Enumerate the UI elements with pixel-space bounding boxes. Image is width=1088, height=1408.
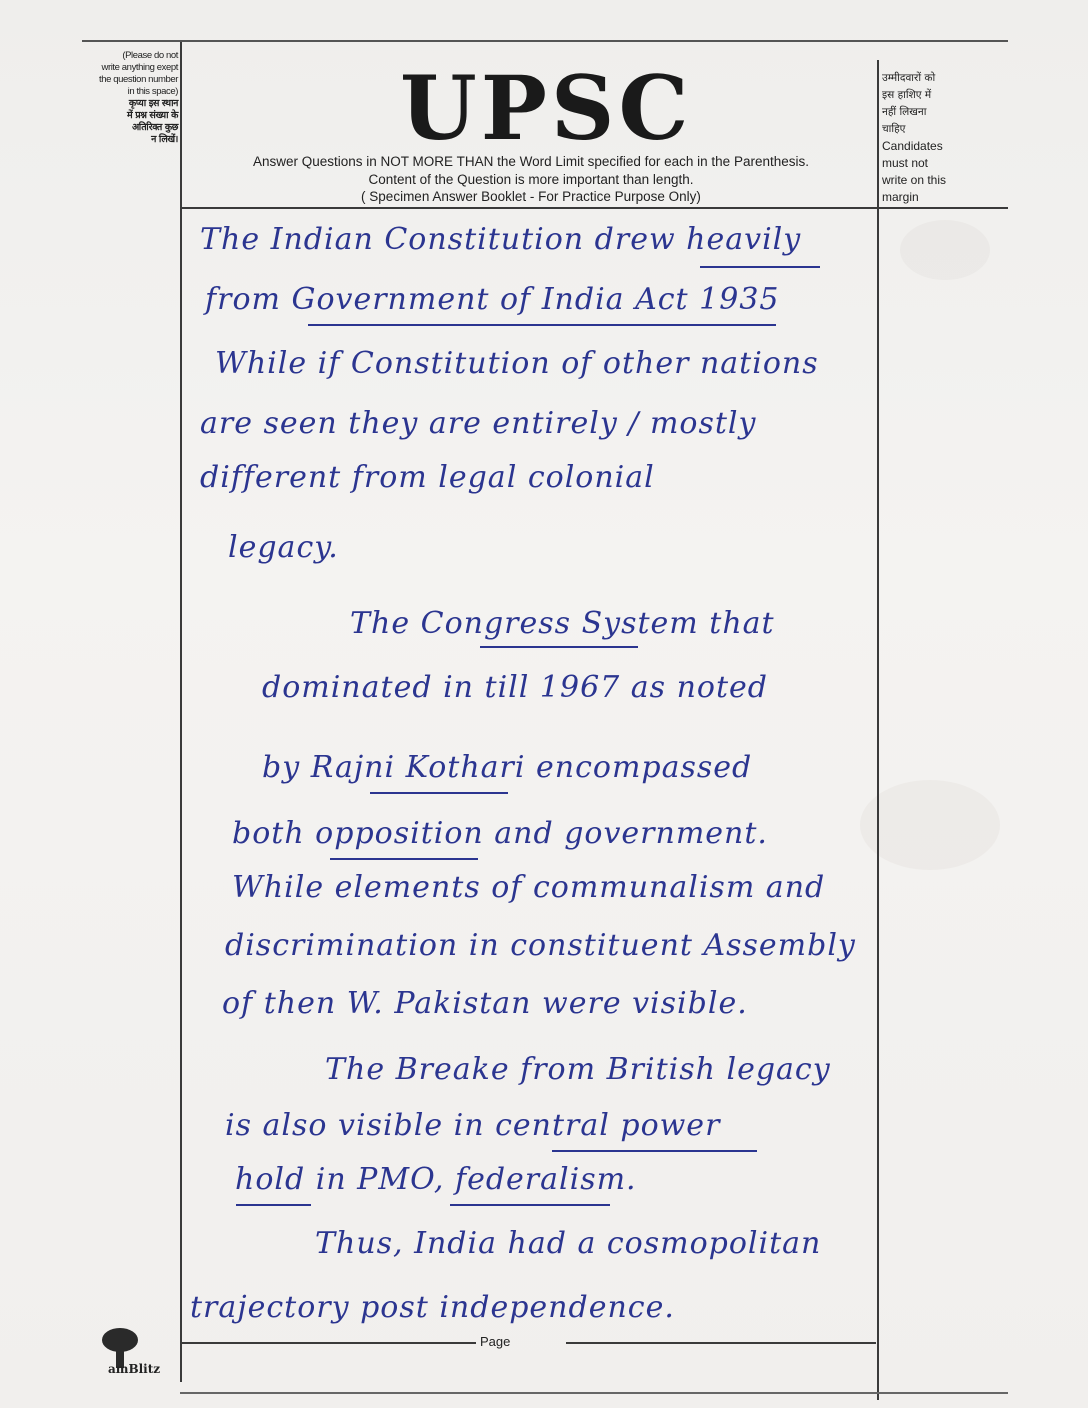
logo-text: amBlitz [108, 1362, 161, 1376]
instruction-line: ( Specimen Answer Booklet - For Practice Purpose Only) [361, 189, 701, 204]
answer-line: of then W. Pakistan were visible. [222, 986, 748, 1021]
answer-line: hold in PMO, federalism. [235, 1162, 637, 1197]
answer-line: trajectory post independence. [190, 1290, 675, 1325]
answer-line: by Rajni Kothari encompassed [262, 750, 753, 785]
note-line-hindi: कृप्या इस स्थान [128, 98, 178, 109]
underline [308, 324, 776, 326]
answer-line: Thus, India had a cosmopolitan [315, 1226, 822, 1261]
underline [700, 266, 820, 268]
note-line: (Please do not [122, 50, 178, 61]
page-number-label: Page [480, 1334, 511, 1349]
instruction-line: Content of the Question is more important than length. [368, 171, 694, 187]
note-line-hindi: इस हाशिए में [882, 89, 932, 101]
instruction-line: Answer Questions in NOT MORE THAN the Word Limit specified for each in the Parenthesis. [253, 154, 809, 169]
answer-line: While if Constitution of other nations [215, 346, 819, 381]
answer-line: The Congress System that [350, 606, 775, 641]
answer-line: dominated in till 1967 as noted [262, 670, 768, 705]
underline [480, 646, 638, 648]
note-line-hindi: अतिरिक्त कुछ [131, 122, 178, 133]
underline [236, 1204, 311, 1206]
note-line: write on this [882, 173, 947, 187]
underline [330, 858, 478, 860]
answer-line: is also visible in central power [225, 1108, 721, 1143]
answer-line: The Indian Constitution drew heavily [200, 222, 802, 257]
answer-line: are seen they are entirely / mostly [200, 406, 757, 441]
answer-line: from Government of India Act 1935 [205, 282, 780, 317]
note-line-hindi: उम्मीदवारों को [882, 72, 936, 84]
note-line-hindi: नहीं लिखना [882, 106, 927, 118]
note-line-hindi: न लिखें। [151, 134, 178, 145]
note-line: margin [882, 190, 919, 204]
note-line-hindi: में प्रश्न संख्या के [127, 110, 178, 121]
ambitz-logo-icon [92, 1326, 176, 1386]
answer-line: While elements of communalism and [232, 870, 826, 905]
note-line: write anything exept [101, 62, 178, 73]
answer-line: The Breake from British legacy [325, 1052, 831, 1087]
answer-line: legacy. [228, 530, 339, 565]
answer-line: different from legal colonial [200, 460, 655, 495]
upsc-title: UPSC [400, 56, 693, 160]
answer-line: both opposition and government. [232, 816, 768, 851]
note-line: Candidates [882, 139, 943, 153]
note-line: must not [882, 156, 929, 170]
note-line: the question number [98, 74, 178, 85]
note-line-hindi: चाहिए [882, 123, 906, 135]
underline [450, 1204, 610, 1206]
note-line: in this space) [127, 86, 178, 97]
answer-line: discrimination in constituent Assembly [225, 928, 856, 963]
underline [370, 792, 508, 794]
underline [552, 1150, 757, 1152]
